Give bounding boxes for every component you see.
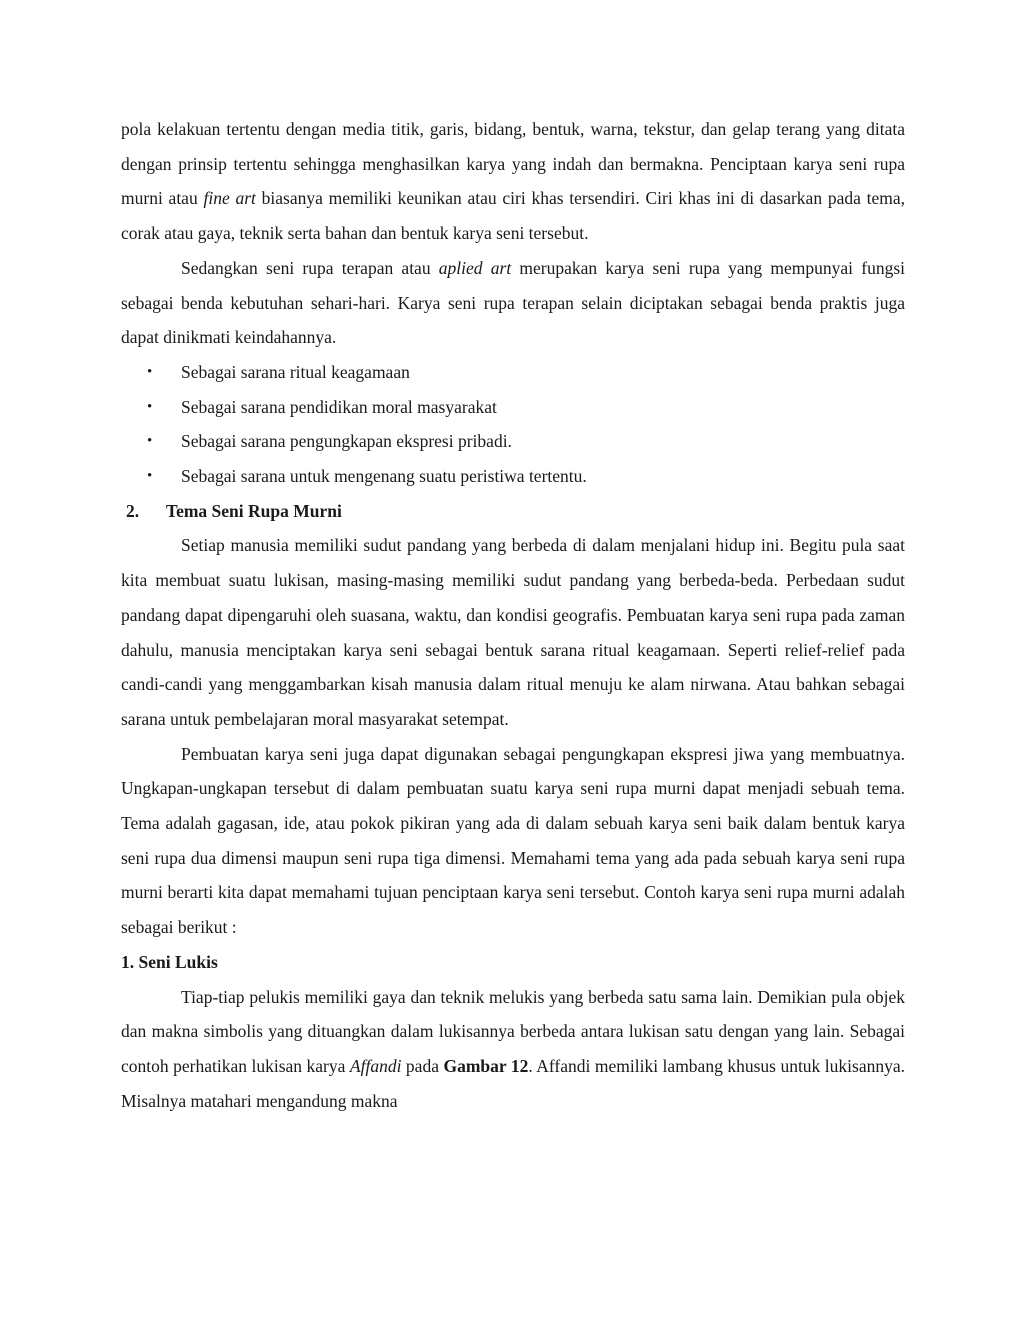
list-item [121, 424, 905, 459]
text-run: Sedangkan seni rupa terapan atau [181, 257, 439, 278]
text-run: Tiap-tiap pelukis memiliki gaya dan teknik melukis yang berbeda satu sama lain. Demikian pula objek dan makna simbolis yang dituangkan dalam lukisannya berbeda antara lukisan satu dengan yang lain. Sebagai contoh perhatikan lukisan karya [121, 986, 905, 1076]
italic-term: Affandi [349, 1055, 402, 1076]
section-title: Tema Seni Rupa Murni [166, 500, 342, 521]
text-run: merupakan karya seni rupa yang mempunyai fungsi sebagai benda kebutuhan sehari-hari. Karya seni rupa terapan selain diciptakan sebagai benda praktis juga dapat dinikmati keindahannya. [121, 257, 905, 348]
bullet-list [121, 355, 905, 494]
italic-term: fine art [203, 188, 256, 209]
paragraph-ekspresi: Pembuatan karya seni juga dapat digunakan sebagai pengungkapan ekspresi jiwa yang membuatnya. Ungkapan-ungkapan tersebut di dalam pembuatan suatu karya seni rupa murni dapat menjadi sebuah tema. Tema adalah gagasan, ide, atau pokok pikiran yang ada di dalam sebuah karya seni baik dalam bentuk karya seni rupa dua dimensi maupun seni rupa tiga dimensi. Memahami tema yang ada pada sebuah karya seni rupa murni berarti kita dapat memahami tujuan penciptaan karya seni tersebut. Contoh karya seni rupa murni adalah sebagai berikut : [121, 743, 905, 938]
text-run: biasanya memiliki keunikan atau ciri khas tersendiri. Ciri khas ini di dasarkan pada tema, corak atau gaya, teknik serta bahan dan bentuk karya seni tersebut. [121, 188, 906, 244]
bullet-icon: • [147, 363, 153, 380]
paragraph-sudut-pandang: Setiap manusia memiliki sudut pandang yang berbeda di dalam menjalani hidup ini. Begitu pula saat kita membuat suatu lukisan, masing-masing memiliki sudut pandang yang berbeda-beda. Perbedaan sudut pandang dapat dipengaruhi oleh suasana, waktu, dan kondisi geografis. Pembuatan karya seni rupa pada zaman dahulu, manusia menciptakan karya seni sebagai bentuk sarana ritual keagamaan. Seperti relief-relief pada candi-candi yang menggambarkan kisah manusia dalam ritual menuju ke alam nirwana. Atau bahkan sebagai sarana untuk pembelajaran moral masyarakat setempat. [121, 535, 905, 729]
list-item [121, 390, 905, 425]
list-item-text: Sebagai sarana ritual keagamaan [181, 361, 410, 382]
bullet-icon: • [147, 398, 153, 415]
italic-term: aplied art [438, 257, 512, 278]
bullet-icon: • [147, 433, 153, 450]
paragraph-fine-art [121, 112, 905, 251]
list-item-text: Sebagai sarana pendidikan moral masyarakat [181, 396, 497, 417]
bullet-icon: • [147, 468, 153, 485]
text-run: pada [401, 1055, 444, 1076]
text-run: . Affandi memiliki lambang khusus untuk lukisannya. Misalnya matahari mengandung makna [121, 1055, 905, 1111]
text-run: pola kelakuan tertentu dengan media titik, garis, bidang, bentuk, warna, tekstur, dan gelap terang yang ditata dengan prinsip tertentu sehingga menghasilkan karya yang indah dan bermakna. Penciptaan karya seni rupa murni atau [121, 119, 905, 209]
list-item [121, 355, 905, 390]
section-number: 2. [126, 500, 140, 521]
list-item [121, 459, 905, 494]
paragraph-applied-art [121, 251, 905, 355]
list-item-text: Sebagai sarana pengungkapan ekspresi pribadi. [181, 431, 512, 452]
section-heading-tema [121, 494, 905, 529]
figure-reference: Gambar 12 [443, 1055, 529, 1076]
list-item-text: Sebagai sarana untuk mengenang suatu peristiwa tertentu. [181, 466, 587, 487]
section-heading-seni-lukis: 1. Seni Lukis [121, 951, 218, 972]
paragraph-pelukis [121, 980, 905, 1119]
document-page [121, 112, 905, 1118]
